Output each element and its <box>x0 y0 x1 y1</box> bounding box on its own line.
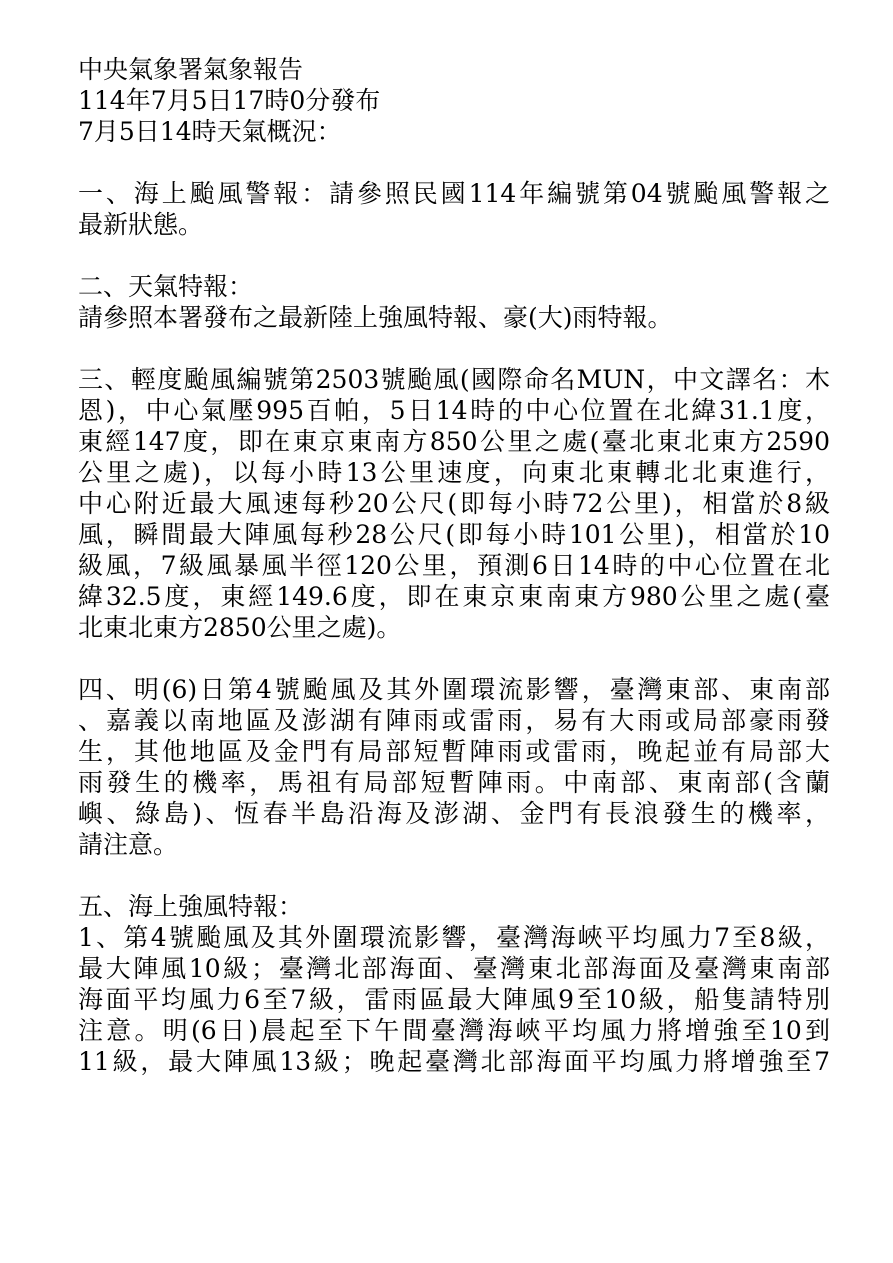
text-line: 最大陣風10級；臺灣北部海面、臺灣東北部海面及臺灣東南部 <box>78 954 830 983</box>
text-line: 五、海上強風特報： <box>78 892 304 921</box>
text-line: 、嘉義以南地區及澎湖有陣雨或雷雨，易有大雨或局部豪雨發 <box>78 706 830 735</box>
text-line: 一、海上颱風警報：請參照民國114年編號第04號颱風警報之 <box>78 179 830 208</box>
text-line: 雨發生的機率，馬祖有局部短暫陣雨。中南部、東南部(含蘭 <box>78 768 830 797</box>
section-forecast <box>78 674 830 860</box>
section-typhoon-warning <box>78 178 830 240</box>
section-marine-wind-advisory <box>78 891 830 1077</box>
text-line: 中心附近最大風速每秒20公尺(即每小時72公里)，相當於8級 <box>78 489 830 518</box>
overview-heading: 7月5日14時天氣概況： <box>78 117 342 146</box>
paragraph-gap <box>78 860 830 891</box>
weather-report <box>78 54 830 1077</box>
report-header <box>78 54 830 147</box>
text-line: 風，瞬間最大陣風每秒28公尺(即每小時101公里)，相當於10 <box>78 520 830 549</box>
text-line: 北東北東方2850公里之處)。 <box>78 613 402 642</box>
text-line: 三、輕度颱風編號第2503號颱風(國際命名MUN，中文譯名：木 <box>78 365 830 394</box>
text-line: 11級，最大陣風13級；晚起臺灣北部海面平均風力將增強至7 <box>78 1047 830 1076</box>
text-line: 緯32.5度，東經149.6度，即在東京東南東方980公里之處(臺 <box>78 582 830 611</box>
text-line: 嶼、綠島)、恆春半島沿海及澎湖、金門有長浪發生的機率， <box>78 799 830 828</box>
text-line: 海面平均風力6至7級，雷雨區最大陣風9至10級，船隻請特別 <box>78 985 830 1014</box>
text-line: 二、天氣特報： <box>78 272 254 301</box>
paragraph-gap <box>78 240 830 271</box>
section-typhoon-mun <box>78 364 830 643</box>
paragraph-gap <box>78 643 830 674</box>
paragraph-gap <box>78 147 830 178</box>
text-line: 生，其他地區及金門有局部短暫陣雨或雷雨，晚起並有局部大 <box>78 737 830 766</box>
issue-time: 114年7月5日17時0分發布 <box>78 86 381 115</box>
paragraph-gap <box>78 333 830 364</box>
text-line: 最新狀態。 <box>78 210 204 239</box>
report-title: 中央氣象署氣象報告 <box>78 55 304 84</box>
text-line: 1、第4號颱風及其外圍環流影響，臺灣海峽平均風力7至8級， <box>78 923 830 952</box>
text-line: 恩)，中心氣壓995百帕，5日14時的中心位置在北緯31.1度， <box>78 396 830 425</box>
text-line: 注意。明(6日)晨起至下午間臺灣海峽平均風力將增強至10到 <box>78 1016 830 1045</box>
text-line: 請參照本署發布之最新陸上強風特報、豪(大)雨特報。 <box>78 303 673 332</box>
text-line: 公里之處)，以每小時13公里速度，向東北東轉北北東進行， <box>78 458 830 487</box>
text-line: 級風，7級風暴風半徑120公里，預測6日14時的中心位置在北 <box>78 551 830 580</box>
text-line: 四、明(6)日第4號颱風及其外圍環流影響，臺灣東部、東南部 <box>78 675 830 704</box>
text-line: 請注意。 <box>78 830 179 859</box>
text-line: 東經147度，即在東京東南方850公里之處(臺北東北東方2590 <box>78 427 830 456</box>
section-weather-advisory <box>78 271 830 333</box>
